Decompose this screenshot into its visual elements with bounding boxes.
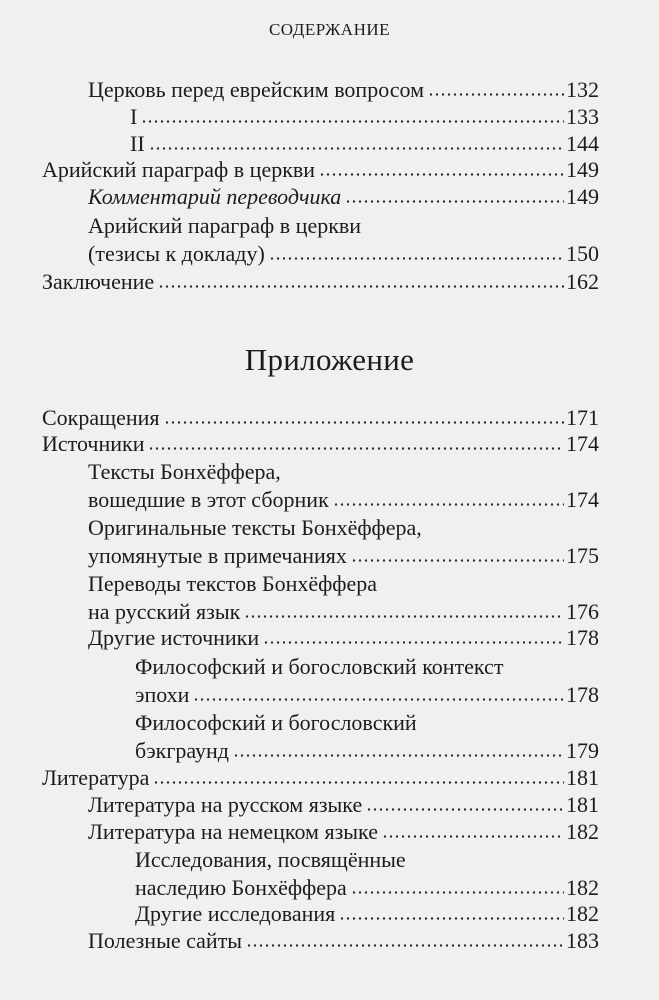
dot-leader bbox=[233, 754, 564, 757]
entry-title: Церковь перед еврейским вопросом bbox=[88, 77, 425, 102]
dot-leader bbox=[428, 93, 564, 96]
entry-page: 176 bbox=[566, 599, 599, 624]
entry-page: 183 bbox=[566, 928, 599, 953]
dot-leader bbox=[246, 944, 564, 947]
dot-leader bbox=[339, 917, 564, 920]
entry-title-line1: Оригинальные тексты Бонхёффера, bbox=[88, 515, 422, 540]
entry-page: 175 bbox=[566, 543, 599, 568]
dot-leader bbox=[351, 559, 564, 562]
entry-page: 162 bbox=[566, 269, 599, 294]
entry-title: Комментарий переводчика bbox=[88, 184, 342, 209]
entry-title: Источники bbox=[42, 431, 145, 456]
entry-page: 182 bbox=[566, 819, 599, 844]
entry-page: 178 bbox=[566, 625, 599, 650]
entry-page: 171 bbox=[566, 405, 599, 430]
dot-leader bbox=[193, 698, 564, 701]
dot-leader bbox=[263, 641, 564, 644]
entry-page: 149 bbox=[566, 184, 599, 209]
entry-title: I bbox=[130, 104, 138, 129]
dot-leader bbox=[158, 285, 564, 288]
entry-title-line1: Арийский параграф в церкви bbox=[88, 213, 362, 238]
dot-leader bbox=[351, 891, 564, 894]
entry-title-line1: Тексты Бонхёффера, bbox=[88, 459, 281, 484]
entry-page: 150 bbox=[566, 241, 599, 266]
entry-title: Заключение bbox=[42, 269, 155, 294]
entry-page: 182 bbox=[566, 875, 599, 900]
entry-title: наследию Бонхёффера bbox=[135, 875, 347, 900]
entry-page: 181 bbox=[566, 765, 599, 790]
entry-title: бэкграунд bbox=[135, 738, 229, 763]
entry-title: Арийский параграф в церкви bbox=[42, 157, 316, 182]
entry-title: Литература на немецком языке bbox=[88, 819, 378, 844]
entry-title: Литература на русском языке bbox=[88, 792, 363, 817]
entry-page: 174 bbox=[566, 431, 599, 456]
entry-page: 182 bbox=[566, 901, 599, 926]
dot-leader bbox=[153, 781, 564, 784]
entry-page: 132 bbox=[566, 77, 599, 102]
entry-title-line1: Исследования, посвящённые bbox=[135, 847, 406, 872]
entry-page: 178 bbox=[566, 682, 599, 707]
dot-leader bbox=[148, 447, 564, 450]
dot-leader bbox=[345, 200, 564, 203]
entry-title: Другие источники bbox=[88, 625, 260, 650]
dot-leader bbox=[244, 615, 564, 618]
entry-title-line1: Философский и богословский bbox=[135, 710, 417, 735]
entry-title: II bbox=[130, 131, 145, 156]
page-header: СОДЕРЖАНИЕ bbox=[268, 20, 391, 39]
entry-title: эпохи bbox=[135, 682, 190, 707]
entry-page: 179 bbox=[566, 738, 599, 763]
dot-leader bbox=[382, 835, 564, 838]
entry-page: 174 bbox=[566, 487, 599, 512]
entry-title: вошедшие в этот сборник bbox=[88, 487, 329, 512]
dot-leader bbox=[164, 421, 565, 424]
entry-page: 144 bbox=[566, 131, 599, 156]
entry-title: на русский язык bbox=[88, 599, 241, 624]
dot-leader bbox=[269, 257, 564, 260]
section-title: Приложение bbox=[244, 342, 415, 377]
entry-page: 181 bbox=[566, 792, 599, 817]
entry-title: Литература bbox=[42, 765, 150, 790]
entry-title: (тезисы к докладу) bbox=[88, 241, 265, 266]
entry-page: 149 bbox=[566, 157, 599, 182]
dot-leader bbox=[366, 808, 564, 811]
entry-title-line1: Философский и богословский контекст bbox=[135, 654, 504, 679]
dot-leader bbox=[333, 503, 564, 506]
entry-page: 133 bbox=[566, 104, 599, 129]
entry-title: Сокращения bbox=[42, 405, 160, 430]
entry-title-line1: Переводы текстов Бонхёффера bbox=[88, 571, 378, 596]
entry-title: Другие исследования bbox=[135, 901, 336, 926]
dot-leader bbox=[141, 120, 564, 123]
dot-leader bbox=[319, 173, 564, 176]
entry-title: упомянутые в примечаниях bbox=[88, 543, 347, 568]
entry-title: Полезные сайты bbox=[88, 928, 243, 953]
dot-leader bbox=[149, 147, 564, 150]
